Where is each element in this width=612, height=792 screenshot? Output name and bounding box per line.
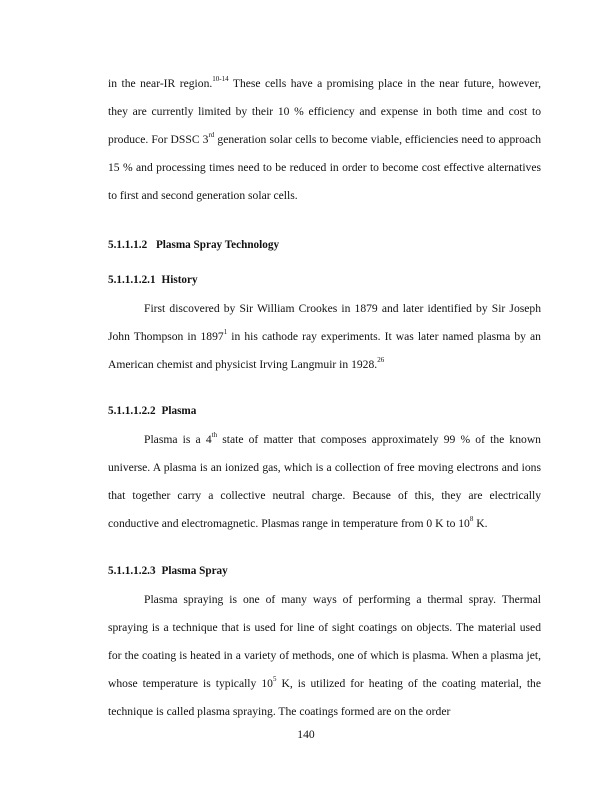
- citation-superscript: 10-14: [212, 75, 229, 84]
- section-number: 5.1.1.1.2: [108, 239, 148, 251]
- ordinal-superscript: rd: [208, 131, 215, 140]
- paragraph-plasma: [108, 426, 541, 538]
- subsection-number: 5.1.1.1.2.1: [108, 274, 156, 286]
- exponent-superscript: 8: [469, 515, 474, 524]
- citation-superscript: 1: [223, 328, 228, 337]
- subsection-number: 5.1.1.1.2.2: [108, 405, 156, 417]
- citation-superscript: 26: [377, 356, 385, 365]
- subsection-title: Plasma: [161, 405, 197, 417]
- text: in his cathode ray experiments. It was later named plasma by an American chemist and physicist Irving Langmuir in 1928.: [108, 330, 541, 371]
- text: First discovered by Sir William Crookes in 1879 and later identified by Sir Joseph John Thompson in 1897: [108, 302, 541, 343]
- subsection-title: Plasma Spray: [161, 565, 228, 577]
- text: These cells have a promising place in the near future, however, they are currently limited by their 10 % efficiency and expense in both time and cost to produce. For DSSC 3: [108, 77, 541, 146]
- text: Plasma spraying is one of many ways of performing a thermal spray. Thermal spraying is a technique that is used for line of sight coatings on objects. The material used for the coating is heated in a variety of methods, one of which is plasma. When a plasma jet, whose temperature is typically 10: [108, 593, 541, 690]
- text: in the near-IR region.: [108, 77, 213, 90]
- paragraph-plasma-spray: [108, 586, 541, 726]
- page-number: 140: [297, 728, 315, 741]
- subsection-heading-history: [108, 274, 198, 286]
- paragraph-history: [108, 295, 541, 379]
- text: K, is utilized for heating of the coating material, the technique is called plasma spraying. The coatings formed are on the order: [108, 677, 541, 718]
- subsection-heading-plasma-spray: [108, 565, 228, 577]
- section-title: Plasma Spray Technology: [155, 239, 280, 251]
- subsection-heading-plasma: [108, 405, 196, 417]
- text: K.: [473, 517, 488, 530]
- paragraph-dssc-intro: [108, 70, 541, 210]
- subsection-number: 5.1.1.1.2.3: [108, 565, 156, 577]
- subsection-title: History: [161, 274, 198, 286]
- exponent-superscript: 5: [272, 675, 277, 684]
- text: Plasma is a 4: [144, 433, 212, 446]
- section-heading: [108, 239, 279, 251]
- text: generation solar cells to become viable, efficiencies need to approach 15 % and processing times need to be reduced in order to become cost effective alternatives to first and second generation solar cells.: [108, 133, 541, 202]
- ordinal-superscript: th: [211, 431, 218, 440]
- text: state of matter that composes approximately 99 % of the known universe. A plasma is an ionized gas, which is a collection of free moving electrons and ions that together carry a collective neutral charge. Because of this, they are electrically conductive and electromagnetic. Plasmas range in temperature from 0 K to 10: [108, 433, 541, 530]
